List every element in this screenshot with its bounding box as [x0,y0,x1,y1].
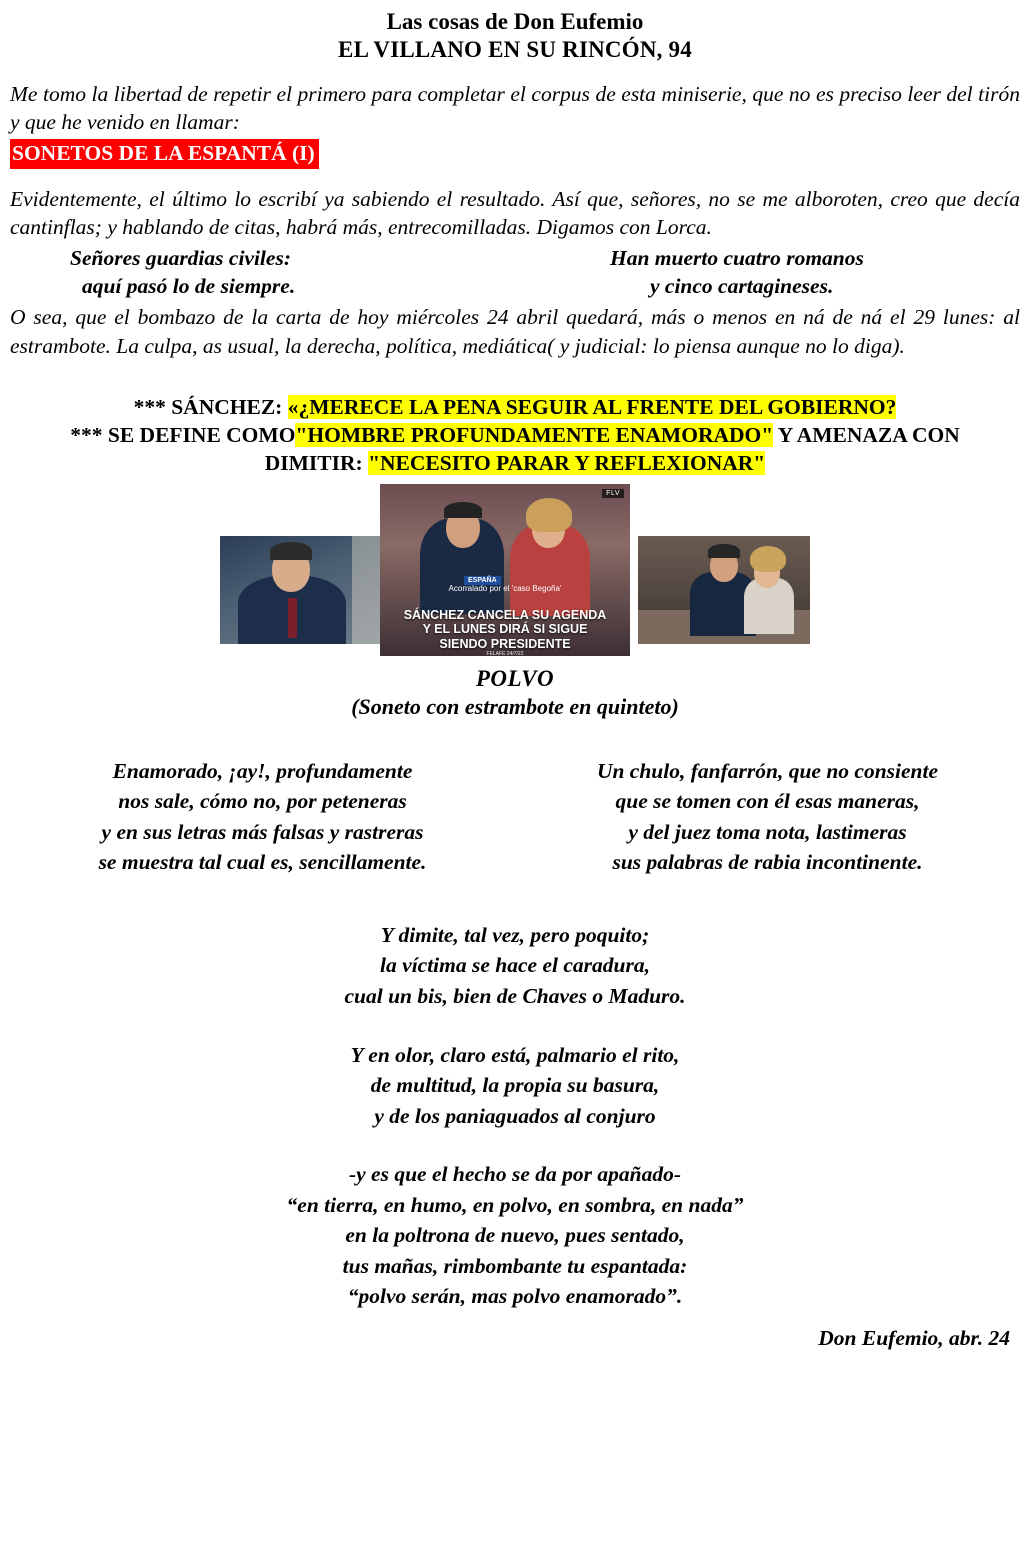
photo-left-pillar [352,536,382,644]
lorca-quote [10,245,1020,301]
headline-line-2-prefix: *** SE DEFINE COMO [70,423,296,448]
photo-center-hair-sanchez [444,502,482,518]
spacer [10,360,1020,394]
poem-line: tus mañas, rimbombante tu espantada: [342,1253,688,1278]
lorca-left-line-1: Señores guardias civiles: [70,246,291,271]
poem-line: Un chulo, fanfarrón, que no consiente [596,758,939,783]
lorca-left-line-2: aquí pasó lo de siempre. [82,274,296,299]
poem-line: de multitud, la propia su basura, [370,1073,660,1098]
intro-paragraph-2: Evidentemente, el último lo escribí ya sabiendo el resultado. Así que, señores, no se me alboroten, creo que decía cantinflas; y hablando de citas, habrá más, entrecomilladas. Digamos con Lorca. [10,186,1020,240]
headline-line-3-prefix: DIMITIR: [264,450,369,475]
poem-tercet-2 [10,1040,1020,1132]
poem-line: Y dimite, tal vez, pero poquito; [380,922,650,947]
intro-paragraph-3: O sea, que el bombazo de la carta de hoy miércoles 24 abril quedará, más o menos en ná de ná el 29 lunes: al estrambote. La culpa, as usual, la derecha, política, mediática( y judicial: lo piensa aunque no lo diga). [10,305,1020,358]
headline-line-3-highlight: "NECESITO PARAR Y REFLEXIONAR" [368,450,766,475]
poem-line: y del juez toma nota, lastimeras [628,819,907,844]
lorca-right-line-2: y cinco cartagineses. [650,274,834,299]
document-title [10,8,1020,64]
photo-right-man-hair [708,544,740,558]
poem-line: que se tomen con él esas maneras, [615,789,920,814]
poem-line: Y en olor, claro está, palmario el rito, [350,1042,680,1067]
lower-third-line-3: SIENDO PRESIDENTE [439,637,571,652]
poem-subtitle: (Soneto con estrambote en quinteto) [351,693,679,719]
photo-left-tie [288,598,297,638]
media-strip [220,484,810,656]
title-line-2: EL VILLANO EN SU RINCÓN, 94 [338,37,692,63]
intro-paragraph-1: Me tomo la libertad de repetir el primero para completar el corpus de esta miniserie, que no es preciso leer del tirón y que he venido en llamar: [10,82,1020,135]
lorca-quote-left [10,245,470,301]
poem-line: y de los paniaguados al conjuro [374,1103,656,1128]
photo-tv-broadcast-center[interactable] [380,484,630,656]
poem-line: y en sus letras más falsas y rastreras [101,819,424,844]
red-banner-sonetos: SONETOS DE LA ESPANTÁ (I) [10,139,319,169]
headline-line-1-prefix: *** SÁNCHEZ: [133,395,288,420]
poem-line: se muestra tal cual es, sencillamente. [98,850,427,875]
lower-third-line-1: SÁNCHEZ CANCELA SU AGENDA [403,607,607,622]
lorca-right-line-1: Han muerto cuatro romanos [610,246,864,271]
poem-line: Enamorado, ¡ay!, profundamente [112,758,413,783]
poem-line: “polvo serán, mas polvo enamorado”. [347,1284,683,1309]
spacer [10,1131,1020,1159]
lorca-quote-right [470,245,940,301]
spacer [10,169,1020,185]
broadcast-source: FELAFE 24/7/22 [486,650,524,656]
headline-line-3 [10,450,1020,478]
broadcast-lower-third [380,608,630,652]
headline-line-2-suffix: Y AMENAZA CON [773,423,960,448]
red-banner-wrap [10,137,1020,169]
author-signature: Don Eufemio, abr. 24 [818,1325,1010,1350]
poem-line: “en tierra, en humo, en polvo, en sombra, en nada” [286,1192,744,1217]
poem-line: nos sale, cómo no, por peteneras [118,789,407,814]
headline-line-2-highlight: "HOMBRE PROFUNDAMENTE ENAMORADO" [295,423,774,448]
poem-estrambote [10,1159,1020,1312]
headline-line-1-highlight: «¿MERECE LA PENA SEGUIR AL FRENTE DEL GOBIERNO? [287,395,897,420]
photo-sanchez-congress-right [638,536,810,644]
poem-tercets [10,920,1020,1312]
poem-title: POLVO [475,665,555,691]
photo-left-hair [270,542,312,560]
broadcast-kicker: Acorralado por el 'caso Begoña' [448,583,562,593]
photo-center-hair-begona [526,498,572,532]
headline-line-2 [10,422,1020,450]
spacer [10,1012,1020,1040]
poem-quatrain-right [515,756,1020,878]
poem-quatrains [10,756,1020,878]
photo-right-woman-hair [750,546,786,572]
lower-third-line-2: Y EL LUNES DIRÁ SI SIGUE [422,622,588,637]
title-line-1: Las cosas de Don Eufemio [386,9,644,34]
channel-badge-espana: ESPAÑA [464,576,501,585]
spacer [10,64,1020,80]
headline-line-1 [10,394,1020,422]
poem-line: -y es que el hecho se da por apañado- [348,1162,682,1187]
poem-quatrain-left [10,756,515,878]
poem-line: la víctima se hace el caradura, [380,953,650,978]
poem-line: en la poltrona de nuevo, pues sentado, [345,1223,685,1248]
poem-line: sus palabras de rabia incontinente. [612,850,923,875]
photo-sanchez-congress-left [220,536,388,644]
play-badge-icon[interactable]: FLV [602,489,624,498]
news-headline [10,394,1020,478]
poem-line: cual un bis, bien de Chaves o Maduro. [344,984,686,1008]
poem-tercet-1 [10,920,1020,1012]
